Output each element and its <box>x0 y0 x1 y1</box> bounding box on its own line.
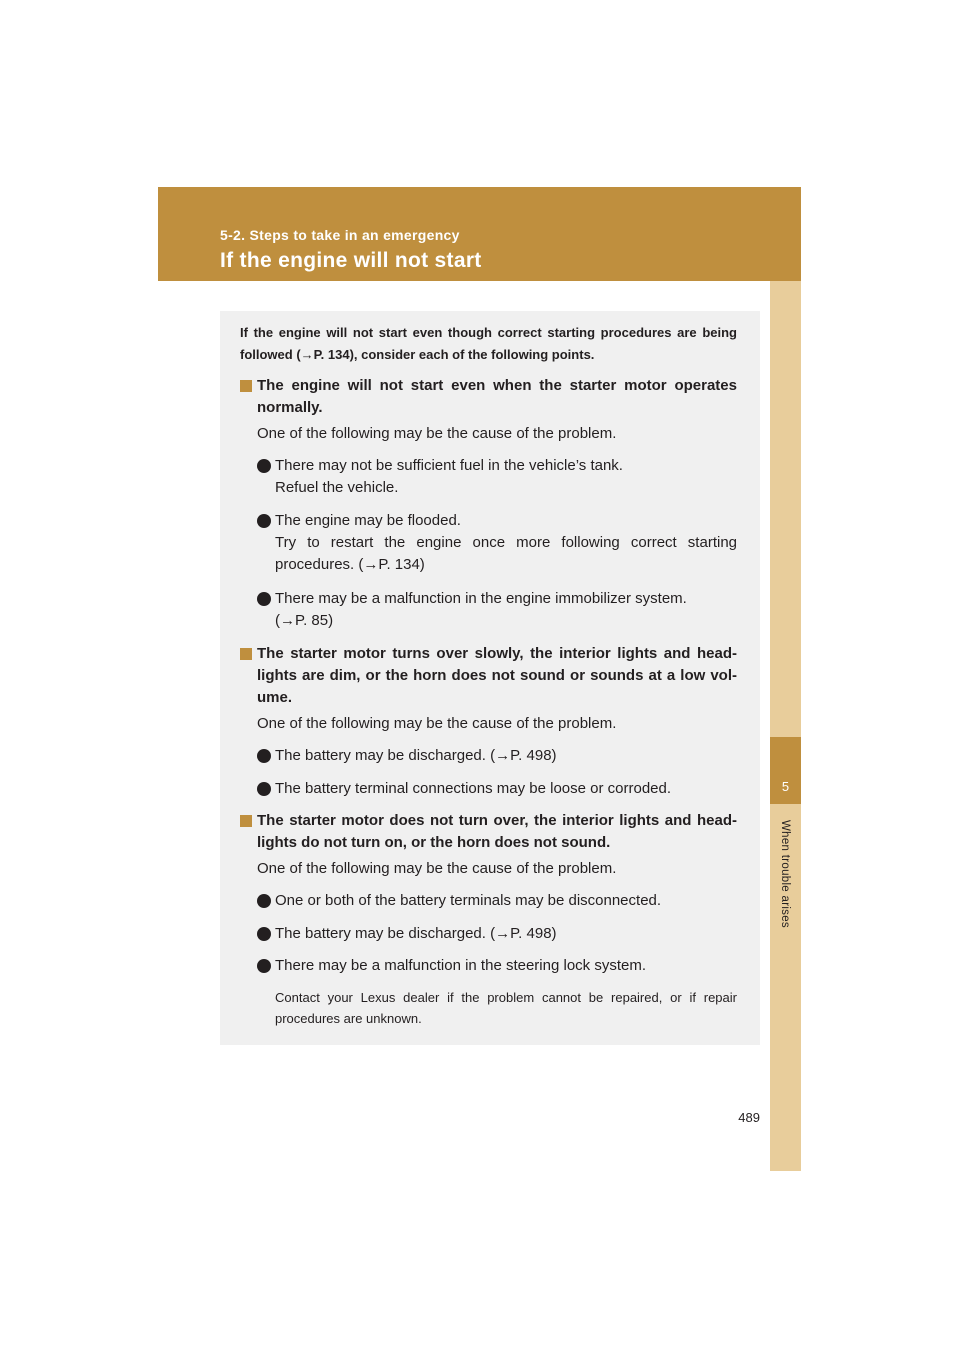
list-item: The battery terminal connections may be loose or corroded. <box>257 778 737 800</box>
bullet-icon <box>257 514 271 528</box>
list-item: The battery may be discharged. (→P. 498) <box>257 745 737 767</box>
note-text: Contact your Lexus dealer if the problem cannot be repaired, or if repair procedures are unknown. <box>275 990 737 1026</box>
section-label: 5-2. Steps to take in an emergency <box>220 227 460 243</box>
page-number: 489 <box>738 1110 760 1125</box>
list-item: There may be a malfunction in the engine immobilizer system. (→P. 85) <box>257 588 737 632</box>
bullet-icon <box>257 927 271 941</box>
chapter-number: 5 <box>781 779 790 794</box>
list-item: There may not be sufficient fuel in the vehicle’s tank. Refuel the vehicle. <box>257 455 737 499</box>
square-bullet-icon <box>240 815 252 827</box>
section-heading: The starter motor does not turn over, the interior lights and head-lights do not turn on, or the horn does not sound. <box>240 810 737 854</box>
list-item: There may be a malfunction in the steering lock system. <box>257 955 737 977</box>
list-item: The engine may be flooded. Try to restart the engine once more following correct starting procedures. (→P. 134) <box>257 510 737 576</box>
list-item: One or both of the battery terminals may be disconnected. <box>257 890 737 912</box>
square-bullet-icon <box>240 380 252 392</box>
bullet-icon <box>257 782 271 796</box>
section-lead: One of the following may be the cause of the problem. <box>257 860 617 877</box>
bullet-icon <box>257 749 271 763</box>
bullet-icon <box>257 592 271 606</box>
section-lead: One of the following may be the cause of the problem. <box>257 715 617 732</box>
side-band <box>770 281 801 1171</box>
chapter-tab[interactable] <box>770 737 801 804</box>
page-header <box>158 187 801 281</box>
section-heading: The starter motor turns over slowly, the interior lights and head-lights are dim, or the horn does not sound or sounds at a low vol-ume. <box>240 643 737 709</box>
intro-text: If the engine will not start even though correct starting procedures are being followed (→P. 134), consider each of the following points. <box>240 325 737 362</box>
content-box <box>220 311 760 1045</box>
section-lead: One of the following may be the cause of the problem. <box>257 425 617 442</box>
bullet-icon <box>257 894 271 908</box>
page-title: If the engine will not start <box>220 249 482 272</box>
bullet-icon <box>257 459 271 473</box>
section-heading: The engine will not start even when the starter motor operates normally. <box>240 375 737 419</box>
list-item: The battery may be discharged. (→P. 498) <box>257 923 737 945</box>
bullet-icon <box>257 959 271 973</box>
chapter-name: When trouble arises <box>779 820 791 928</box>
square-bullet-icon <box>240 648 252 660</box>
